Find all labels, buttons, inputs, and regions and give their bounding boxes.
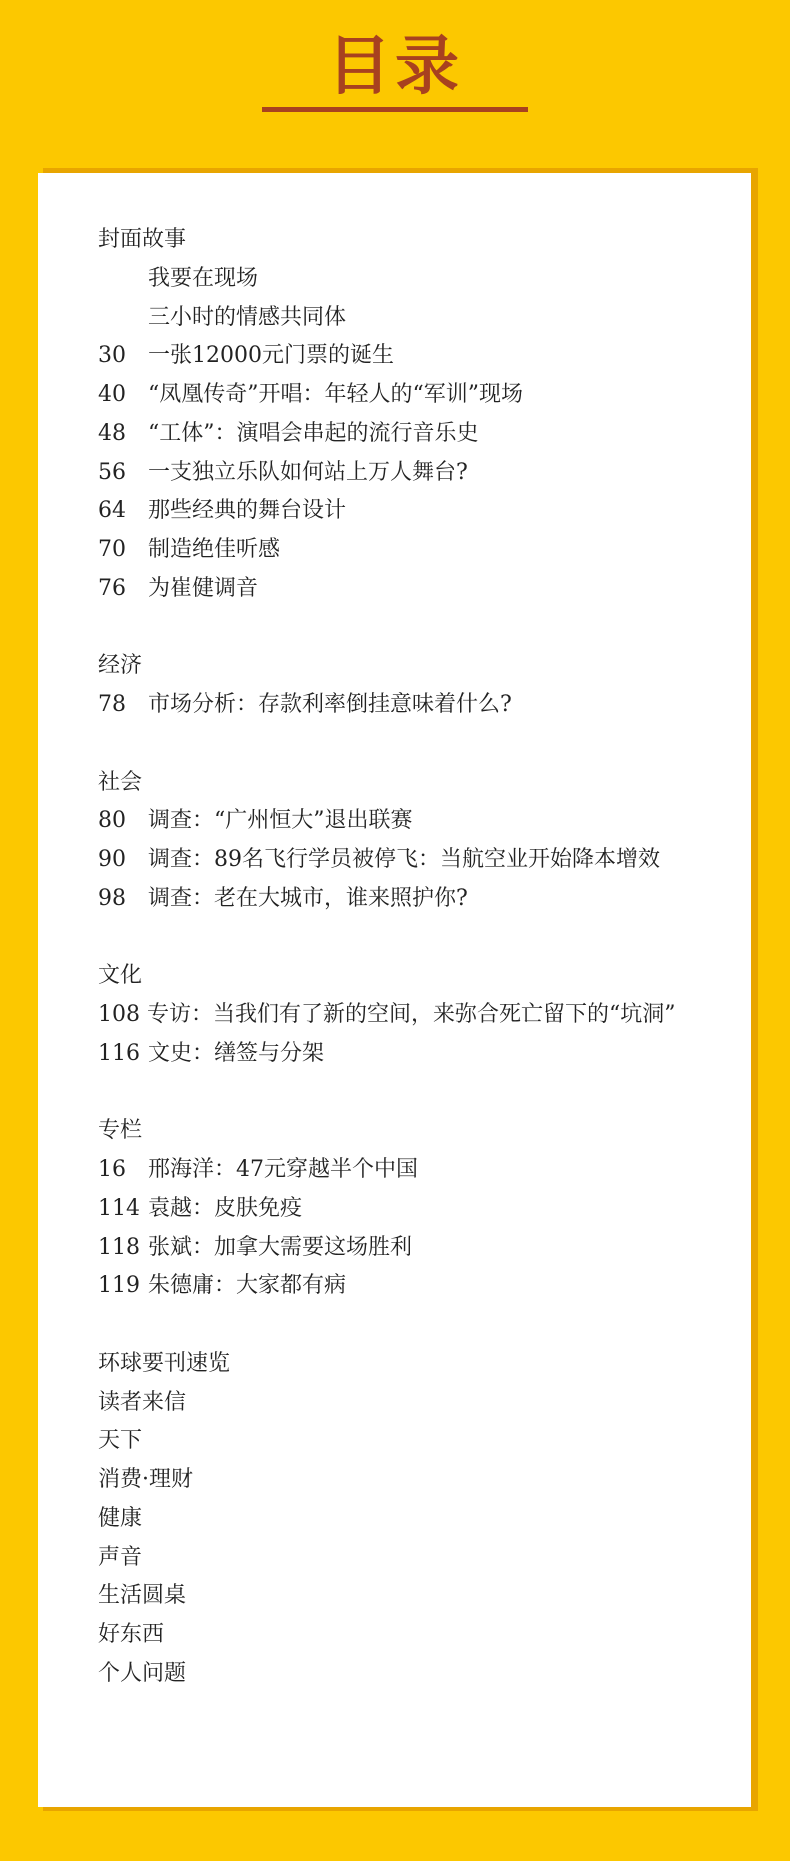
title-area [0, 0, 790, 120]
entry-title: 调查：89名飞行学员被停飞：当航空业开始降本增效 [148, 847, 660, 872]
entry-title: 三小时的情感共同体 [148, 304, 347, 330]
title-underline [262, 107, 528, 112]
section-heading: 文化 [98, 963, 143, 989]
entry-title: 张斌：加拿大需要这场胜利 [148, 1234, 413, 1260]
entry-page: 16 [98, 1157, 126, 1182]
toc-entry[interactable]: 个人问题 [98, 1660, 187, 1686]
entry-title: 为崔健调音 [148, 575, 259, 601]
toc-entry[interactable] [98, 802, 718, 841]
entry-page: 98 [98, 885, 126, 911]
toc-entry[interactable] [98, 531, 718, 570]
entry-title: 那些经典的舞台设计 [148, 498, 347, 524]
entry-page: 70 [98, 537, 126, 562]
toc-entry[interactable] [98, 260, 718, 299]
toc-entry[interactable]: 声音 [98, 1544, 143, 1570]
toc-entry[interactable]: 天下 [98, 1428, 143, 1454]
entry-title: 一张12000元门票的诞生 [148, 343, 394, 369]
entry-title: 一支独立乐队如何站上万人舞台? [148, 459, 468, 485]
entry-page: 40 [98, 382, 126, 407]
toc-section [98, 957, 718, 1073]
toc-entry[interactable]: 生活圆桌 [98, 1583, 187, 1609]
toc-entry[interactable] [98, 1035, 718, 1074]
toc-entry[interactable] [98, 415, 718, 454]
entry-page: 119 [98, 1273, 140, 1299]
entry-page: 114 [98, 1195, 140, 1221]
toc-entry[interactable] [98, 1190, 718, 1229]
toc-section [98, 1112, 718, 1306]
entry-title: 我要在现场 [148, 265, 259, 291]
toc-section [98, 647, 718, 725]
toc-entry[interactable] [98, 570, 718, 609]
toc-entry[interactable]: 消费·理财 [98, 1467, 193, 1492]
entry-title: 袁越：皮肤免疫 [148, 1195, 303, 1221]
entry-page: 116 [98, 1040, 140, 1066]
toc-entry[interactable]: 环球要刊速览 [98, 1350, 231, 1376]
page-title: 目录 [327, 30, 463, 104]
toc-entry[interactable] [98, 686, 718, 725]
entry-title: 朱德庸：大家都有病 [148, 1273, 347, 1299]
toc-section [98, 1345, 718, 1694]
entry-title: 市场分析：存款利率倒挂意味着什么? [148, 692, 512, 717]
toc-entry[interactable] [98, 1151, 718, 1190]
toc-entry[interactable] [98, 880, 718, 919]
toc-entry[interactable] [98, 299, 718, 338]
entry-page: 108 [98, 1002, 140, 1027]
entry-page: 76 [98, 575, 126, 601]
entry-title: 专访：当我们有了新的空间，来弥合死亡留下的“坑洞” [147, 1002, 676, 1027]
entry-page [98, 299, 148, 338]
section-heading: 封面故事 [98, 227, 187, 252]
section-heading: 社会 [98, 769, 143, 795]
entry-title: 文史：缮签与分架 [148, 1040, 325, 1066]
toc-entry[interactable] [98, 337, 718, 376]
toc-entry[interactable] [98, 996, 718, 1035]
entry-title: 调查：“广州恒大”退出联赛 [148, 808, 413, 834]
toc-entry[interactable]: 健康 [98, 1505, 143, 1531]
toc-entry[interactable] [98, 841, 718, 880]
toc-entry[interactable] [98, 1229, 718, 1268]
entry-page [98, 260, 148, 299]
toc-section [98, 221, 718, 609]
table-of-contents [98, 221, 718, 1694]
toc-entry[interactable] [98, 492, 718, 531]
entry-page: 30 [98, 343, 126, 369]
entry-page: 64 [98, 498, 126, 524]
toc-entry[interactable]: 读者来信 [98, 1389, 187, 1415]
toc-entry[interactable] [98, 1267, 718, 1306]
entry-page: 48 [98, 420, 126, 446]
section-heading: 经济 [98, 653, 143, 679]
entry-title: 调查：老在大城市，谁来照护你? [148, 885, 468, 911]
section-heading: 专栏 [98, 1118, 143, 1144]
toc-entry[interactable] [98, 454, 718, 493]
entry-page: 56 [98, 459, 126, 485]
toc-entry[interactable] [98, 376, 718, 415]
entry-title: “凤凰传奇”开唱：年轻人的“军训”现场 [148, 382, 523, 407]
entry-page: 118 [98, 1234, 140, 1260]
toc-section [98, 764, 718, 919]
toc-entry[interactable]: 好东西 [98, 1622, 165, 1647]
entry-title: 邢海洋：47元穿越半个中国 [148, 1157, 418, 1182]
entry-page: 80 [98, 808, 126, 834]
entry-page: 78 [98, 692, 126, 717]
entry-page: 90 [98, 847, 126, 872]
entry-title: 制造绝佳听感 [148, 537, 281, 562]
entry-title: “工体”：演唱会串起的流行音乐史 [148, 420, 479, 446]
